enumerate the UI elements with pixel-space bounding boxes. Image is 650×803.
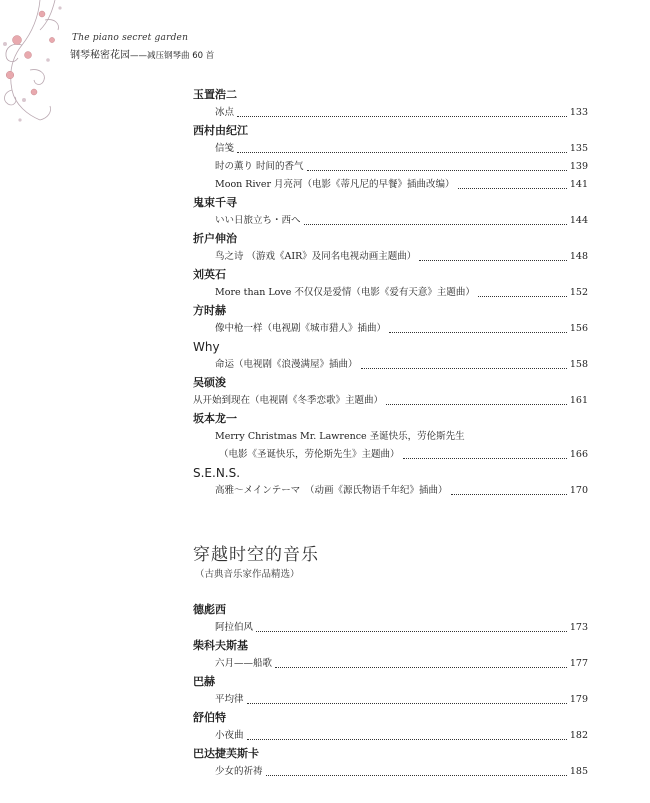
dot-leader: [458, 188, 567, 189]
entry-page: 158: [569, 359, 588, 370]
entry-title: 阿拉伯风: [215, 622, 254, 633]
entry-page: 185: [569, 766, 588, 777]
toc-entry[interactable]: [193, 763, 588, 781]
entry-page: 141: [569, 179, 588, 190]
toc-entry[interactable]: [193, 158, 588, 176]
toc-entry[interactable]: [193, 727, 588, 745]
toc-entry[interactable]: [193, 392, 588, 410]
toc-entry[interactable]: [193, 320, 588, 338]
entry-page: 152: [569, 287, 588, 298]
entry-title: 高雅～メインテーマ （动画《源氏物语千年纪》插曲）: [215, 485, 448, 496]
dot-leader: [386, 404, 567, 405]
dot-leader: [389, 332, 567, 333]
entry-title: いい日旅立ち・西へ: [215, 215, 301, 226]
section-subtitle: （古典音乐家作品精选）: [195, 569, 300, 580]
entry-title: 少女的祈祷: [215, 766, 263, 777]
dot-leader: [304, 224, 567, 225]
composer-heading: 舒伯特: [193, 711, 226, 724]
composer-heading: 鬼束千寻: [193, 196, 237, 209]
entry-title: 信笺: [215, 143, 235, 154]
composer-heading: 折户伸治: [193, 232, 237, 245]
entry-page: 156: [569, 323, 588, 334]
composer-heading: 刘英石: [193, 268, 226, 281]
toc-entry[interactable]: [193, 212, 588, 230]
dot-leader: [237, 116, 567, 117]
section-title: 穿越时空的音乐: [193, 545, 319, 565]
entry-page: 173: [569, 622, 588, 633]
entry-title: 冰点: [215, 107, 235, 118]
dot-leader: [403, 458, 567, 459]
composer-heading: 西村由纪江: [193, 124, 248, 137]
toc-entry[interactable]: [193, 482, 588, 500]
toc-entry[interactable]: [193, 655, 588, 673]
entry-page: 139: [569, 161, 588, 172]
entry-page: 179: [569, 694, 588, 705]
dot-leader: [419, 260, 567, 261]
entry-page: 161: [569, 395, 588, 406]
dot-leader: [307, 170, 567, 171]
floral-ornament-icon: [0, 0, 80, 130]
toc-classical-section: [193, 601, 588, 781]
dot-leader: [275, 667, 567, 668]
entry-title: 从开始到现在（电视剧《冬季恋歌》主题曲）: [193, 395, 384, 406]
brand-subtitle: ——减压钢琴曲 60 首: [130, 51, 215, 61]
entry-page: 144: [569, 215, 588, 226]
toc-entry[interactable]: [193, 284, 588, 302]
toc-entry[interactable]: [193, 356, 588, 374]
dot-leader: [256, 631, 567, 632]
dot-leader: [451, 494, 567, 495]
entry-page: 182: [569, 730, 588, 741]
composer-heading: 柴科夫斯基: [193, 639, 248, 652]
entry-page: 148: [569, 251, 588, 262]
toc-entry[interactable]: [193, 104, 588, 122]
toc-entry-line[interactable]: Merry Christmas Mr. Lawrence 圣诞快乐，劳伦斯先生: [215, 431, 465, 442]
entry-title: 鸟之诗 （游戏《AIR》及同名电视动画主题曲）: [215, 251, 417, 262]
entry-page: 170: [569, 485, 588, 496]
toc-entry[interactable]: [193, 176, 588, 194]
brand-english-title: The piano secret garden: [72, 33, 189, 43]
composer-heading: Why: [193, 340, 220, 354]
dot-leader: [266, 775, 567, 776]
entry-title: （电影《圣诞快乐，劳伦斯先生》主题曲）: [219, 449, 400, 460]
dot-leader: [237, 152, 567, 153]
entry-title: 小夜曲: [215, 730, 244, 741]
toc-entry[interactable]: [193, 619, 588, 637]
composer-heading: 德彪西: [193, 603, 226, 616]
dot-leader: [247, 703, 567, 704]
entry-page: 177: [569, 658, 588, 669]
toc-pop-section: [193, 86, 588, 500]
entry-page: 135: [569, 143, 588, 154]
entry-title: 平均律: [215, 694, 244, 705]
toc-entry[interactable]: [193, 140, 588, 158]
entry-title: 时の薫り 时间的香气: [215, 161, 304, 172]
toc-entry[interactable]: [193, 691, 588, 709]
brand-main-title: 钢琴秘密花园: [70, 50, 130, 61]
composer-heading: 方时赫: [193, 304, 226, 317]
entry-title: 六月——船歌: [215, 658, 273, 669]
composer-heading: S.E.N.S.: [193, 466, 241, 480]
entry-title: Moon River 月亮河（电影《蒂凡尼的早餐》插曲改编）: [215, 179, 455, 190]
brand-chinese-title: [70, 46, 214, 61]
composer-heading: 巴达捷芙斯卡: [193, 747, 259, 760]
composer-heading: 坂本龙一: [193, 412, 237, 425]
dot-leader: [478, 296, 567, 297]
entry-page: 166: [569, 449, 588, 460]
entry-title: More than Love 不仅仅是爱情（电影《爱有天意》主题曲）: [215, 287, 475, 298]
toc-entry[interactable]: [193, 248, 588, 266]
toc-entry[interactable]: [193, 446, 588, 464]
entry-page: 133: [569, 107, 588, 118]
entry-title: 命运（电视剧《浪漫满屋》插曲）: [215, 359, 358, 370]
composer-heading: 吴硕浚: [193, 376, 226, 389]
dot-leader: [361, 368, 567, 369]
composer-heading: 玉置浩二: [193, 88, 237, 101]
entry-title: 像中枪一样（电视剧《城市猎人》插曲）: [215, 323, 387, 334]
dot-leader: [247, 739, 567, 740]
composer-heading: 巴赫: [193, 675, 215, 688]
